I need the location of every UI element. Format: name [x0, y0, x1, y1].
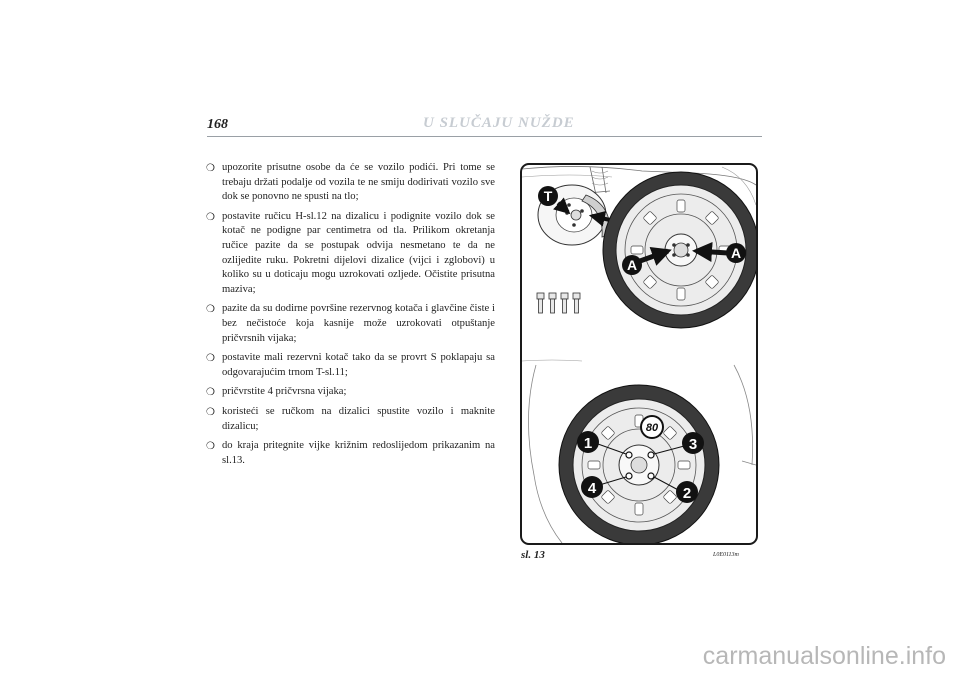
bullet-icon: ❍	[206, 163, 215, 174]
section-title: U SLUČAJU NUŽDE	[423, 115, 575, 131]
instruction-text: postavite mali rezervni kotač tako da se provrt S poklapaju sa odgovarajućim trnom T-sl.11;	[222, 352, 495, 378]
wheel-illustration	[520, 163, 758, 545]
bolt-order-label: 2	[682, 485, 692, 502]
upper-panel	[522, 166, 756, 328]
instruction-list	[205, 161, 495, 473]
instruction-text: postavite ručicu H-sl.12 na dizalicu i podignite vozilo dok se kotač ne podigne par centimetra od tla. Prilikom okretanja ručice pazite da se postupak odvija nesmetano te da ne ozlijedite ruku. Pokretni dijelovi dizalice (vijci i zglobovi) u koliko su u doticaju mogu uzrokovati ozljede. Očistite prisutna maziva;	[222, 210, 495, 295]
instruction-text: koristeći se ručkom na dizalici spustite vozilo i maknite dizalicu;	[222, 405, 495, 432]
instruction-item	[205, 161, 495, 205]
bolt-order-label: 1	[583, 435, 593, 452]
instruction-item	[205, 439, 495, 468]
bullet-icon: ❍	[206, 441, 215, 453]
bolt-order-label: 3	[688, 436, 698, 453]
figure-caption: sl. 13	[521, 549, 545, 561]
bullet-icon: ❍	[206, 304, 215, 316]
figure-code: L0E0113m	[713, 552, 739, 558]
bullet-icon: ❍	[206, 211, 215, 223]
instruction-item	[205, 302, 495, 346]
page-number: 168	[207, 117, 228, 132]
instruction-text: pričvrstite 4 pričvrsna vijaka;	[222, 386, 347, 398]
instruction-text: upozorite prisutne osobe da će se vozilo podići. Pri tome se trebaju držati podalje od vozila te ne smiju dodirivati vozilo sve dok se ponovno ne spusti na tlo;	[222, 162, 495, 203]
lower-panel	[522, 360, 756, 543]
speed-limit-text: 80	[645, 422, 659, 434]
label-a: A	[730, 245, 742, 261]
instruction-item	[205, 210, 495, 298]
instruction-text: pazite da su dodirne površine rezervnog kotača i glavčine čiste i bez nečistoće koja kasnije može uzrokovati otpuštanje pričvrsnih vijaka;	[222, 303, 495, 344]
watermark: carmanualsonline.info	[702, 642, 946, 670]
bolt-order-label: 4	[587, 480, 597, 497]
bullet-icon: ❍	[206, 387, 215, 399]
instruction-item	[205, 405, 495, 434]
label-t: T	[543, 188, 553, 204]
bullet-icon: ❍	[206, 406, 215, 418]
label-a: A	[626, 257, 638, 273]
header-rule	[207, 136, 762, 137]
wheel-bolts	[537, 293, 580, 313]
bullet-icon: ❍	[206, 353, 215, 365]
instruction-text: do kraja pritegnite vijke križnim redoslijedom prikazanim na sl.13.	[222, 440, 495, 466]
instruction-item	[205, 351, 495, 380]
instruction-item	[205, 385, 495, 400]
